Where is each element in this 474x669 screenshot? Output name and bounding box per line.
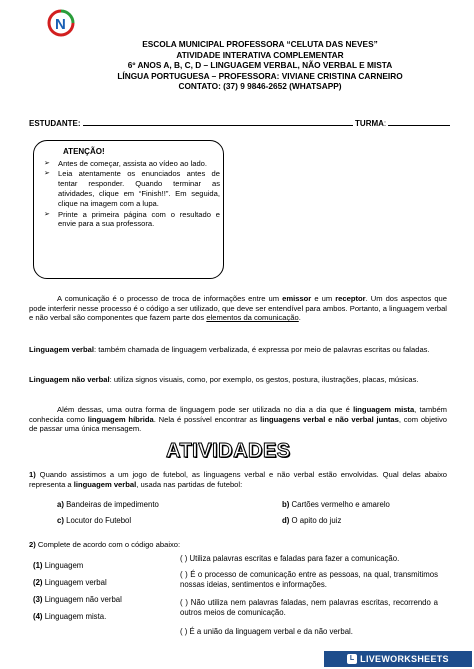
student-label: ESTUDANTE — [29, 119, 78, 128]
matching-item-1[interactable]: ( ) Utiliza palavras escritas e faladas para fazer a comunicação. — [180, 554, 400, 563]
matching-item-3[interactable]: ( ) Não utiliza nem palavras faladas, nem palavras escritas, recorrendo a outros meios de comunicação. — [180, 598, 438, 617]
attention-item: ➢ Printe a primeira página com o resultado e envie para a sua professora. — [44, 209, 220, 229]
school-logo — [47, 9, 75, 37]
q1-option-b[interactable]: b) Cartões vermelho e amarelo — [282, 500, 390, 509]
logo-letter: N — [55, 16, 66, 33]
matching-item-2[interactable]: ( ) É o processo de comunicação entre as pessoas, na qual, transmitimos nossas ideias, sentimentos e informações. — [180, 570, 438, 589]
code-item-4: (4) Linguagem mista. — [33, 612, 107, 621]
code-item-2: (2) Linguagem verbal — [33, 578, 107, 587]
question-2: 2) Complete de acordo com o código abaixo: — [29, 540, 181, 549]
activities-title: ATIVIDADES — [166, 440, 291, 462]
header-block — [70, 39, 450, 92]
verbal-definition: Linguagem verbal: também chamada de linguagem verbalizada, é expressa por meio de palavras escritas ou faladas. — [29, 345, 430, 354]
class-label: TURMA — [355, 119, 384, 128]
class-field[interactable] — [388, 118, 450, 126]
nonverbal-definition: Linguagem não verbal: utiliza signos visuais, como, por exemplo, os gestos, postura, ilustrações, placas, músicas. — [29, 375, 419, 384]
mixed-definition: Além dessas, uma outra forma de linguagem pode ser utilizada no dia a dia que é linguagem mista, também conhecida como linguagem híbrida. Nela é possível encontrar as linguagens verbal e não verbal juntas, com objetivo de passar uma única mensagem. — [29, 405, 447, 434]
student-line: ESTUDANTE: TURMA: — [29, 118, 449, 128]
header-line-teacher: LÍNGUA PORTUGUESA – PROFESSORA: VIVIANE CRISTINA CARNEIRO — [117, 70, 403, 81]
arrow-bullet-icon: ➢ — [44, 170, 50, 178]
code-item-1: (1) Linguagem — [33, 561, 84, 570]
header-line-school: ESCOLA MUNICIPAL PROFESSORA “CELUTA DAS NEVES” — [142, 39, 378, 49]
matching-item-4[interactable]: ( ) É a união da linguagem verbal e da não verbal. — [180, 627, 353, 636]
attention-title: ATENÇÃO! — [63, 147, 105, 156]
arrow-bullet-icon: ➢ — [44, 160, 50, 167]
arrow-bullet-icon: ➢ — [44, 210, 50, 218]
liveworksheets-logo-icon: L — [347, 654, 357, 664]
liveworksheets-banner[interactable] — [324, 651, 472, 667]
header-line-activity: ATIVIDADE INTERATIVA COMPLEMENTAR — [176, 49, 344, 60]
liveworksheets-brand: LIVEWORKSHEETS — [360, 654, 449, 664]
student-name-field[interactable] — [83, 118, 353, 126]
code-item-3: (3) Linguagem não verbal — [33, 595, 122, 604]
attention-item: ➢ Antes de começar, assista ao vídeo ao lado. — [44, 159, 208, 168]
attention-item: ➢ Leia atentamente os enunciados antes de tentar responder. Quando terminar as atividades, clique em “Finish!!”. Em seguida, clique na imagem com a lupa. — [44, 169, 220, 209]
intro-paragraph: A comunicação é o processo de troca de informações entre um emissor e um receptor. Um dos aspectos que pode interferir nesse processo é o código a ser utilizado, que deve ser entendível para ambos. Portanto, a linguagem verbal e não verbal são componentes que fazem parte dos elementos da comunicação. — [29, 294, 447, 323]
question-1: 1) Quando assistimos a um jogo de futebol, as linguagens verbal e não verbal estão envolvidas. Qual delas abaixo representa a linguagem verbal, usada nas partidas de futebol: — [29, 470, 447, 489]
header-line-classes: 6º ANOS A, B, C, D – LINGUAGEM VERBAL, NÃO VERBAL E MISTA — [127, 60, 393, 71]
header-line-contact: CONTATO: (37) 9 9846-2652 (WHATSAPP) — [178, 81, 342, 92]
q1-option-c[interactable]: c) Locutor do Futebol — [57, 516, 132, 525]
attention-list — [44, 159, 220, 230]
q1-option-a[interactable]: a) Bandeiras de impedimento — [57, 500, 159, 509]
q1-option-d[interactable]: d) O apito do juiz — [282, 516, 342, 525]
